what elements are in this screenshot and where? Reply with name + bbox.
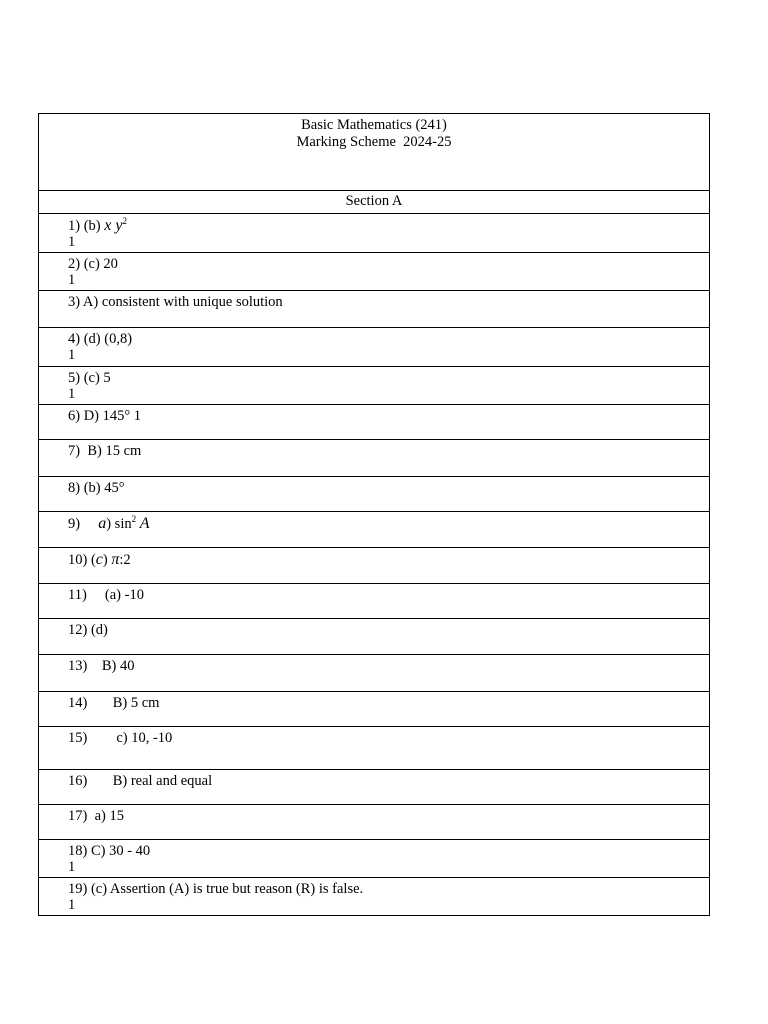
answer-row-17 bbox=[39, 804, 709, 839]
answer-text: 15) c) 10, -10 bbox=[68, 730, 173, 746]
answer-row-11 bbox=[39, 583, 709, 618]
answer-mark: 1 bbox=[68, 234, 76, 250]
answer-superscript: 2 bbox=[122, 216, 127, 226]
answer-mark: 1 bbox=[68, 859, 76, 875]
answer-text: 16) B) real and equal bbox=[68, 773, 213, 789]
answer-text: 5) (c) 5 bbox=[68, 370, 111, 386]
answer-math: a bbox=[98, 515, 107, 532]
section-heading: Section A bbox=[39, 190, 709, 213]
answer-text: 11) (a) -10 bbox=[68, 587, 144, 603]
answer-row-15 bbox=[39, 726, 709, 769]
answer-math: x y bbox=[104, 217, 123, 234]
answer-text: 7) B) 15 cm bbox=[68, 443, 142, 459]
answer-text: 2) (c) 20 bbox=[68, 256, 118, 272]
answer-text: 19) (c) Assertion (A) is true but reason (R) is false. bbox=[68, 881, 364, 897]
answer-text: 12) (d) bbox=[68, 622, 108, 638]
answer-row-6 bbox=[39, 404, 709, 439]
answer-superscript: 2 bbox=[131, 514, 137, 524]
answer-text: 8) (b) 45° bbox=[68, 480, 125, 496]
answer-row-12 bbox=[39, 618, 709, 654]
answer-row-3 bbox=[39, 290, 709, 327]
answer-text: 13) B) 40 bbox=[68, 658, 135, 674]
answer-row-1 bbox=[39, 213, 709, 252]
table-header bbox=[39, 114, 709, 190]
answer-row-9 bbox=[39, 511, 709, 547]
answer-text: ) sin bbox=[106, 516, 132, 532]
answer-row-13 bbox=[39, 654, 709, 691]
answer-row-5 bbox=[39, 366, 709, 404]
answer-math: π bbox=[111, 551, 120, 568]
answer-math: A bbox=[136, 515, 150, 532]
answer-row-4 bbox=[39, 327, 709, 366]
answer-number: 1) (b) bbox=[68, 218, 105, 234]
answer-row-7 bbox=[39, 439, 709, 476]
answer-text: 18) C) 30 - 40 bbox=[68, 843, 151, 859]
answer-text: 4) (d) (0,8) bbox=[68, 331, 133, 347]
answer-number: 9) bbox=[68, 516, 99, 532]
answer-math: c bbox=[95, 551, 103, 568]
answer-row-19 bbox=[39, 877, 709, 915]
answer-row-14 bbox=[39, 691, 709, 726]
document-title: Basic Mathematics (241) bbox=[301, 117, 447, 133]
document-subtitle: Marking Scheme 2024-25 bbox=[296, 134, 452, 150]
answer-row-18 bbox=[39, 839, 709, 877]
answer-text: 6) D) 145° 1 bbox=[68, 408, 142, 424]
answer-text: 14) B) 5 cm bbox=[68, 695, 160, 711]
answer-text: 17) a) 15 bbox=[68, 808, 124, 824]
answer-mark: 1 bbox=[68, 347, 76, 363]
answer-text: 3) A) consistent with unique solution bbox=[68, 294, 283, 310]
answer-row-16 bbox=[39, 769, 709, 804]
marking-scheme-table bbox=[38, 113, 710, 916]
answer-number: 10) ( bbox=[68, 552, 96, 568]
answer-row-2 bbox=[39, 252, 709, 290]
answer-mark: 1 bbox=[68, 386, 76, 402]
answer-mark: 1 bbox=[68, 897, 76, 913]
answer-row-8 bbox=[39, 476, 709, 511]
answer-row-10 bbox=[39, 547, 709, 583]
answer-mark: 1 bbox=[68, 272, 76, 288]
answer-text: ) bbox=[102, 552, 112, 568]
answer-text: :2 bbox=[119, 552, 131, 568]
